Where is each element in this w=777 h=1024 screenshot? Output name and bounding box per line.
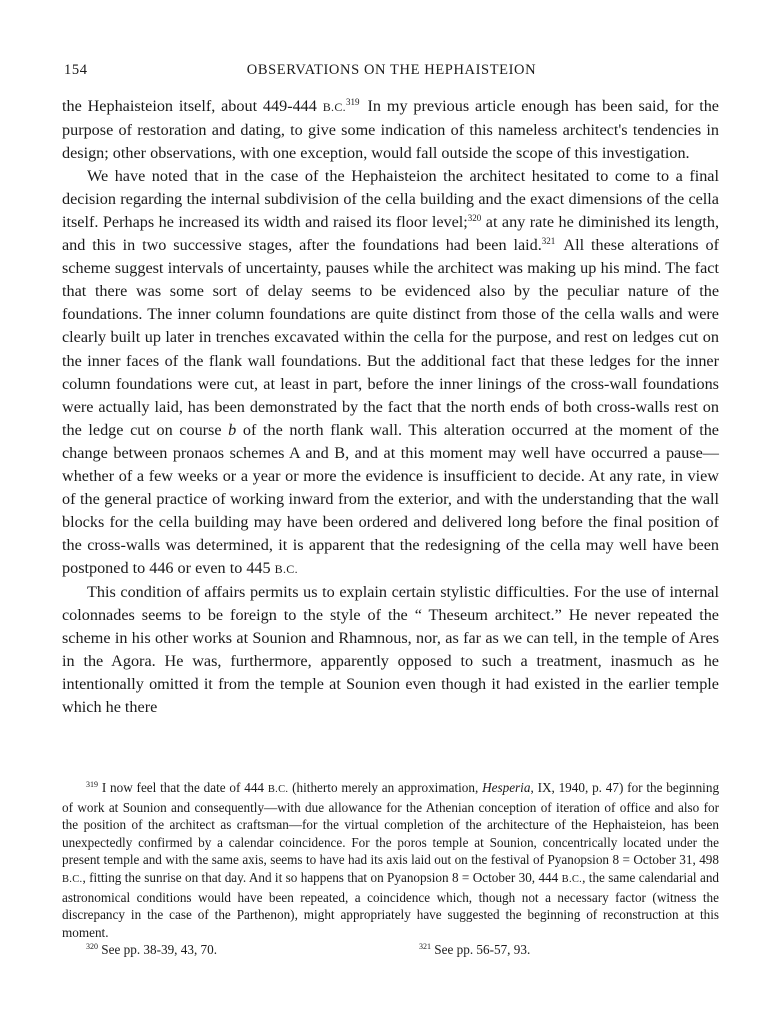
text-run: See pp. 38-39, 43, 70. bbox=[101, 942, 218, 958]
footnote-ref-321[interactable]: 321 bbox=[541, 236, 556, 247]
running-header bbox=[64, 62, 719, 82]
era-abbrev: B.C. bbox=[267, 784, 289, 795]
footnote-row bbox=[62, 941, 719, 959]
era-abbrev: B.C. bbox=[62, 873, 83, 885]
text-run: In my previous article enough has been said, for the purpose of restoration and dating, to give some indication of this nameless architect's tendencies in design; other observations, with one exception, would fall outside the scope of this investigation. bbox=[62, 97, 719, 163]
era-abbrev: B.C. bbox=[561, 873, 583, 885]
text-run: the Hephaisteion itself, about 449-444 bbox=[62, 97, 317, 115]
text-run: See pp. 56-57, 93. bbox=[434, 942, 531, 958]
footnote-ref-320[interactable]: 320 bbox=[467, 213, 482, 224]
paragraph-1 bbox=[62, 95, 719, 165]
footnote-319 bbox=[62, 779, 719, 941]
text-run: of the north flank wall. This alteration occurred at the moment of the change between pronaos schemes A and B, and at this moment may well have occurred a pause—whether of a few weeks or a year or more the evidence is insufficient to decide. At any rate, in view of the general practice of working inward from the exterior, and with the understanding that the wall blocks for the cella building may have been ordered and delivered long before the final position of the cross-walls was determined, it is apparent that the redesigning of the cella may well have been postponed to 446 or even to 445 bbox=[62, 420, 719, 577]
running-title: OBSERVATIONS ON THE HEPHAISTEION bbox=[246, 62, 537, 78]
body-text bbox=[62, 95, 719, 719]
era-abbrev: B.C. bbox=[322, 100, 346, 114]
footnotes bbox=[62, 779, 719, 959]
paragraph-3: This condition of affairs permits us to explain certain stylistic difficulties. For the use of internal colonnades seems to be foreign to the style of the “ Theseum architect.” He never repeated the scheme in his other works at Sounion and Rhamnous, nor, as far as we can tell, in the temple of Ares in the Agora. He was, furthermore, apparently opposed to such a treatment, inasmuch as he intentionally omitted it from the temple at Sounion even though it had existed in the earlier temple which he there bbox=[62, 582, 719, 717]
text-run: , fitting the sunrise on that day. And it so happens that on Pyanopsion 8 = October 30, 444 bbox=[82, 869, 559, 885]
text-run: , IX, 1940, p. 47) for the beginning of work at Sounion and consequently—with due allowance for the Athenian conception of iteration of office and also for the position of the architect as craftsman—for the virtual completion of the architecture of the Hephaisteion, has been unexpectedly confirmed by a calendar coincidence. For the poros temple at Sounion, concentrically located under the present temple and with the same axis, seems to have had its axis laid out on the festival of Pyanopsion 8 = October 31, 498 bbox=[62, 780, 720, 868]
paragraph-2 bbox=[62, 165, 719, 581]
text-run: at any rate he diminished its length, and this in two successive stages, after the foundations had been laid. bbox=[62, 213, 719, 255]
footnote-number: 319 bbox=[86, 780, 98, 789]
footnote-321 bbox=[419, 941, 530, 959]
footnote-number: 321 bbox=[419, 942, 431, 952]
text-run: (hitherto merely an approximation, bbox=[292, 780, 479, 795]
journal-title: Hesperia bbox=[482, 780, 531, 795]
text-run: I now feel that the date of 444 bbox=[101, 780, 265, 795]
footnote-number: 320 bbox=[86, 942, 98, 952]
text-run: We have noted that in the case of the Hephaisteion the architect hesitated to come to a final decision regarding the internal subdivision of the cella building and the exact dimensions of the cella itself. Perhaps he increased its width and raised its floor level; bbox=[62, 167, 719, 232]
page-number: 154 bbox=[64, 62, 88, 78]
footnote-320 bbox=[86, 941, 217, 959]
course-letter: b bbox=[228, 420, 237, 439]
era-abbrev: B.C. bbox=[274, 561, 298, 576]
text-run: All these alterations of scheme suggest intervals of uncertainty, pauses while the architect was making up his mind. The fact that there was some sort of delay seems to be evidenced also by the peculiar nature of the foundations. The inner column foundations are quite distinct from those of the cella walls and were clearly built up later in trenches excavated within the cella for the purpose, and rest on ledges cut on the inner faces of the flank wall foundations. But the additional fact that these ledges for the inner column foundations were cut, at least in part, before the inner linings of the cross-wall foundations were actually laid, has been demonstrated by the fact that the north ends of both cross-walls rest on the ledge cut on course bbox=[62, 236, 720, 439]
footnote-ref-319[interactable]: 319 bbox=[345, 97, 360, 107]
text-run: , the same calendarial and astronomical conditions would have been repeated, a coincidence which, though not a necessary factor (witness the discrepancy in the case of the Parthenon), might appropriately have suggested the beginning of reconstruction at this moment. bbox=[62, 869, 720, 940]
